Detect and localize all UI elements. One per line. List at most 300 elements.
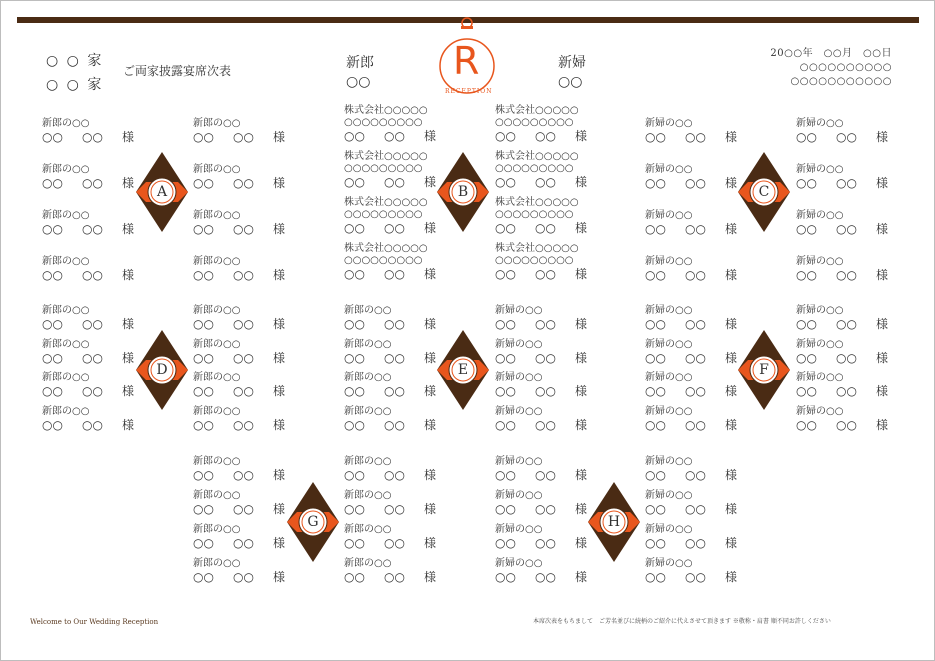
guest-entry — [344, 558, 484, 585]
guest-honorific: 様 — [122, 222, 135, 236]
guest-first-name: ○○ — [535, 502, 556, 516]
guest-last-name: ○○ — [645, 536, 666, 550]
guest-name — [796, 384, 935, 399]
guest-relation: 新婦の○○ — [645, 305, 693, 316]
guest-first-name: ○○ — [233, 418, 254, 432]
guest-name — [495, 570, 635, 585]
guest-entry — [193, 456, 333, 483]
guest-entry — [344, 197, 484, 236]
guest-relation: 新婦の○○ — [645, 256, 693, 267]
guest-name — [495, 502, 635, 517]
guest-relation: 新婦の○○ — [796, 339, 844, 350]
guest-entry — [645, 164, 785, 191]
guest-last-name: ○○ — [495, 384, 516, 398]
guest-first-name: ○○ — [384, 502, 405, 516]
guest-honorific: 様 — [575, 536, 588, 550]
table-letter: H — [607, 514, 621, 530]
guest-honorific: 様 — [876, 351, 889, 365]
guest-first-name: ○○ — [82, 130, 103, 144]
guest-last-name: ○○ — [495, 468, 516, 482]
guest-last-name: ○○ — [193, 351, 214, 365]
guest-last-name: ○○ — [344, 536, 365, 550]
guest-last-name: ○○ — [42, 268, 63, 282]
guest-last-name: ○○ — [42, 351, 63, 365]
guest-entry — [495, 243, 635, 282]
guest-honorific: 様 — [424, 384, 437, 398]
guest-last-name: ○○ — [193, 317, 214, 331]
guest-name — [42, 317, 182, 332]
guest-relation: 新郎の○○ — [42, 210, 90, 221]
guest-relation: 新婦の○○ — [645, 372, 693, 383]
guest-entry — [796, 164, 935, 191]
guest-relation: 新婦の○○ — [645, 164, 693, 175]
guest-last-name: ○○ — [42, 317, 63, 331]
guest-entry — [42, 305, 182, 332]
guest-last-name: ○○ — [42, 176, 63, 190]
guest-name — [495, 418, 635, 433]
guest-name — [193, 536, 333, 551]
guest-last-name: ○○ — [796, 130, 817, 144]
guest-first-name: ○○ — [535, 570, 556, 584]
guest-relation: 新郎の○○ — [42, 372, 90, 383]
guest-honorific: 様 — [575, 175, 588, 189]
guest-first-name: ○○ — [685, 268, 706, 282]
guest-name — [645, 418, 785, 433]
guest-relation: 株式会社○○○○○ ○○○○○○○○○ — [495, 243, 579, 266]
guest-last-name: ○○ — [344, 175, 365, 189]
guest-first-name: ○○ — [535, 175, 556, 189]
guest-first-name: ○○ — [233, 317, 254, 331]
guest-first-name: ○○ — [82, 317, 103, 331]
logo-letter: R — [453, 39, 480, 83]
guest-honorific: 様 — [122, 268, 135, 282]
guest-relation: 新婦の○○ — [645, 456, 693, 467]
guest-relation: 株式会社○○○○○ ○○○○○○○○○ — [495, 197, 579, 220]
guest-first-name: ○○ — [82, 176, 103, 190]
guest-name — [796, 268, 935, 283]
guest-name — [796, 418, 935, 433]
table-letter: B — [457, 184, 469, 200]
guest-relation: 新郎の○○ — [193, 406, 241, 417]
guest-last-name: ○○ — [495, 317, 516, 331]
guest-honorific: 様 — [273, 418, 286, 432]
guest-name — [193, 317, 333, 332]
guest-name — [42, 130, 182, 145]
guest-honorific: 様 — [725, 222, 738, 236]
guest-entry — [344, 151, 484, 190]
guest-first-name: ○○ — [685, 317, 706, 331]
guest-first-name: ○○ — [384, 267, 405, 281]
guest-last-name: ○○ — [645, 268, 666, 282]
guest-relation: 新婦の○○ — [796, 256, 844, 267]
guest-entry — [193, 210, 333, 237]
guest-relation: 新婦の○○ — [645, 406, 693, 417]
guest-entry — [344, 243, 484, 282]
guest-relation: 株式会社○○○○○ ○○○○○○○○○ — [344, 105, 428, 128]
guest-entry — [193, 339, 333, 366]
guest-entry — [42, 164, 182, 191]
guest-entry — [344, 524, 484, 551]
guest-entry — [344, 456, 484, 483]
guest-entry — [645, 256, 785, 283]
guest-last-name: ○○ — [495, 502, 516, 516]
table-letter: A — [156, 184, 168, 200]
guest-relation: 新婦の○○ — [645, 524, 693, 535]
guest-relation: 新郎の○○ — [193, 210, 241, 221]
guest-last-name: ○○ — [344, 418, 365, 432]
guest-honorific: 様 — [424, 317, 437, 331]
guest-entry — [796, 256, 935, 283]
guest-relation: 新郎の○○ — [193, 372, 241, 383]
guest-last-name: ○○ — [495, 267, 516, 281]
guest-first-name: ○○ — [233, 222, 254, 236]
guest-first-name: ○○ — [535, 351, 556, 365]
guest-entry — [42, 406, 182, 433]
guest-honorific: 様 — [424, 502, 437, 516]
venue-line-2: ○○○○○○○○○○○ — [790, 76, 892, 87]
guest-first-name: ○○ — [82, 384, 103, 398]
guest-name — [193, 570, 333, 585]
guest-honorific: 様 — [273, 176, 286, 190]
guest-relation: 新婦の○○ — [495, 339, 543, 350]
guest-honorific: 様 — [876, 317, 889, 331]
guest-honorific: 様 — [575, 468, 588, 482]
guest-first-name: ○○ — [685, 570, 706, 584]
guest-first-name: ○○ — [836, 222, 857, 236]
guest-last-name: ○○ — [344, 351, 365, 365]
guest-first-name: ○○ — [836, 130, 857, 144]
guest-name — [193, 418, 333, 433]
guest-honorific: 様 — [725, 176, 738, 190]
guest-name — [344, 502, 484, 517]
guest-entry — [645, 524, 785, 551]
guest-last-name: ○○ — [645, 502, 666, 516]
guest-entry — [344, 105, 484, 144]
guest-last-name: ○○ — [344, 384, 365, 398]
guest-first-name: ○○ — [836, 384, 857, 398]
guest-relation: 新郎の○○ — [193, 524, 241, 535]
venue-info — [730, 47, 892, 89]
venue-line-1: ○○○○○○○○○○ — [799, 62, 892, 73]
guest-first-name: ○○ — [233, 384, 254, 398]
guest-first-name: ○○ — [82, 351, 103, 365]
guest-honorific: 様 — [122, 418, 135, 432]
guest-first-name: ○○ — [685, 418, 706, 432]
guest-last-name: ○○ — [645, 317, 666, 331]
guest-entry — [495, 558, 635, 585]
guest-entry — [344, 490, 484, 517]
guest-honorific: 様 — [273, 468, 286, 482]
guest-honorific: 様 — [273, 222, 286, 236]
guest-name — [344, 536, 484, 551]
guest-relation: 新郎の○○ — [344, 372, 392, 383]
guest-first-name: ○○ — [233, 130, 254, 144]
guest-last-name: ○○ — [495, 536, 516, 550]
guest-name — [796, 130, 935, 145]
guest-entry — [42, 118, 182, 145]
guest-first-name: ○○ — [836, 418, 857, 432]
table-letter: F — [759, 362, 769, 378]
guest-relation: 新婦の○○ — [645, 490, 693, 501]
guest-honorific: 様 — [876, 384, 889, 398]
guest-relation: 新婦の○○ — [495, 558, 543, 569]
guest-relation: 新郎の○○ — [344, 490, 392, 501]
guest-name — [344, 418, 484, 433]
groom-label: 新郎 — [346, 55, 374, 71]
guest-first-name: ○○ — [233, 570, 254, 584]
guest-name — [645, 384, 785, 399]
guest-name — [645, 176, 785, 191]
guest-first-name: ○○ — [82, 268, 103, 282]
guest-last-name: ○○ — [344, 570, 365, 584]
guest-relation: 新郎の○○ — [193, 339, 241, 350]
guest-name — [193, 502, 333, 517]
guest-honorific: 様 — [725, 536, 738, 550]
guest-first-name: ○○ — [535, 384, 556, 398]
guest-relation: 新郎の○○ — [193, 456, 241, 467]
guest-first-name: ○○ — [836, 317, 857, 331]
guest-relation: 新婦の○○ — [495, 305, 543, 316]
guest-last-name: ○○ — [42, 418, 63, 432]
logo-text: RECEPTION — [445, 88, 493, 95]
guest-name — [344, 221, 484, 236]
guest-first-name: ○○ — [685, 502, 706, 516]
guest-relation: 新郎の○○ — [344, 305, 392, 316]
table-letter: C — [758, 184, 770, 200]
guest-relation: 新郎の○○ — [42, 256, 90, 267]
guest-name — [344, 384, 484, 399]
guest-name — [42, 418, 182, 433]
guest-entry — [193, 490, 333, 517]
guest-name — [645, 570, 785, 585]
guest-honorific: 様 — [424, 221, 437, 235]
guest-name — [193, 268, 333, 283]
guest-honorific: 様 — [273, 536, 286, 550]
guest-name — [796, 176, 935, 191]
guest-relation: 新郎の○○ — [193, 164, 241, 175]
guest-honorific: 様 — [424, 129, 437, 143]
guest-honorific: 様 — [575, 570, 588, 584]
guest-name — [193, 351, 333, 366]
guest-last-name: ○○ — [42, 222, 63, 236]
guest-name — [344, 129, 484, 144]
guest-relation: 新郎の○○ — [42, 118, 90, 129]
guest-honorific: 様 — [122, 176, 135, 190]
guest-relation: 新婦の○○ — [495, 456, 543, 467]
family-left: ○ ○ 家 — [46, 53, 104, 69]
guest-last-name: ○○ — [193, 536, 214, 550]
guest-first-name: ○○ — [685, 176, 706, 190]
guest-last-name: ○○ — [645, 384, 666, 398]
guest-honorific: 様 — [725, 268, 738, 282]
guest-relation: 新婦の○○ — [495, 524, 543, 535]
guest-relation: 新婦の○○ — [495, 372, 543, 383]
guest-last-name: ○○ — [193, 570, 214, 584]
guest-honorific: 様 — [575, 221, 588, 235]
guest-first-name: ○○ — [384, 536, 405, 550]
guest-relation: 株式会社○○○○○ ○○○○○○○○○ — [495, 151, 579, 174]
guest-name — [645, 222, 785, 237]
guest-name — [344, 351, 484, 366]
guest-name — [193, 176, 333, 191]
guest-honorific: 様 — [424, 351, 437, 365]
guest-honorific: 様 — [273, 268, 286, 282]
guest-entry — [344, 339, 484, 366]
guest-name — [42, 222, 182, 237]
guest-honorific: 様 — [575, 267, 588, 281]
guest-name — [645, 317, 785, 332]
guest-last-name: ○○ — [344, 468, 365, 482]
guest-entry — [42, 339, 182, 366]
guest-relation: 新郎の○○ — [344, 558, 392, 569]
guest-relation: 新郎の○○ — [193, 256, 241, 267]
guest-honorific: 様 — [876, 176, 889, 190]
guest-first-name: ○○ — [384, 129, 405, 143]
guest-relation: 新郎の○○ — [344, 339, 392, 350]
guest-entry — [645, 210, 785, 237]
guest-first-name: ○○ — [836, 268, 857, 282]
guest-honorific: 様 — [725, 570, 738, 584]
guest-first-name: ○○ — [82, 222, 103, 236]
guest-honorific: 様 — [575, 351, 588, 365]
guest-name — [645, 268, 785, 283]
guest-honorific: 様 — [122, 384, 135, 398]
guest-relation: 新郎の○○ — [193, 118, 241, 129]
guest-name — [645, 468, 785, 483]
bride-name: ○○ — [558, 74, 583, 90]
guest-first-name: ○○ — [685, 222, 706, 236]
guest-first-name: ○○ — [685, 536, 706, 550]
guest-honorific: 様 — [424, 468, 437, 482]
event-date: 20○○年 ○○月 ○○日 — [770, 48, 892, 59]
guest-name — [344, 267, 484, 282]
guest-last-name: ○○ — [344, 502, 365, 516]
guest-first-name: ○○ — [685, 468, 706, 482]
guest-relation: 新婦の○○ — [495, 490, 543, 501]
guest-first-name: ○○ — [384, 384, 405, 398]
guest-last-name: ○○ — [796, 176, 817, 190]
guest-honorific: 様 — [725, 468, 738, 482]
guest-last-name: ○○ — [645, 570, 666, 584]
guest-first-name: ○○ — [384, 175, 405, 189]
guest-relation: 新郎の○○ — [42, 339, 90, 350]
guest-first-name: ○○ — [384, 570, 405, 584]
guest-entry — [645, 490, 785, 517]
guest-entry — [645, 339, 785, 366]
guest-last-name: ○○ — [344, 317, 365, 331]
guest-last-name: ○○ — [796, 222, 817, 236]
guest-last-name: ○○ — [495, 570, 516, 584]
guest-last-name: ○○ — [796, 268, 817, 282]
guest-relation: 新郎の○○ — [42, 305, 90, 316]
guest-relation: 新婦の○○ — [645, 339, 693, 350]
guest-relation: 新婦の○○ — [796, 210, 844, 221]
guest-first-name: ○○ — [384, 468, 405, 482]
guest-entry — [796, 372, 935, 399]
guest-entry — [495, 105, 635, 144]
guest-name — [495, 351, 635, 366]
guest-last-name: ○○ — [193, 418, 214, 432]
guest-first-name: ○○ — [836, 176, 857, 190]
guest-entry — [495, 456, 635, 483]
guest-honorific: 様 — [122, 351, 135, 365]
guest-relation: 新婦の○○ — [495, 406, 543, 417]
guest-name — [495, 536, 635, 551]
guest-name — [42, 176, 182, 191]
guest-relation: 株式会社○○○○○ ○○○○○○○○○ — [495, 105, 579, 128]
guest-entry — [645, 305, 785, 332]
guest-relation: 新婦の○○ — [645, 118, 693, 129]
guest-name — [495, 317, 635, 332]
guest-name — [495, 267, 635, 282]
guest-last-name: ○○ — [796, 384, 817, 398]
guest-honorific: 様 — [876, 268, 889, 282]
guest-relation: 株式会社○○○○○ ○○○○○○○○○ — [344, 197, 428, 220]
guest-entry — [495, 197, 635, 236]
guest-first-name: ○○ — [233, 536, 254, 550]
guest-entry — [193, 305, 333, 332]
guest-last-name: ○○ — [495, 129, 516, 143]
guest-name — [495, 221, 635, 236]
guest-last-name: ○○ — [193, 468, 214, 482]
guest-name — [645, 351, 785, 366]
reception-logo — [437, 14, 497, 98]
guest-first-name: ○○ — [535, 536, 556, 550]
guest-name — [193, 468, 333, 483]
guest-name — [645, 130, 785, 145]
guest-last-name: ○○ — [645, 176, 666, 190]
guest-honorific: 様 — [725, 130, 738, 144]
footer-welcome: Welcome to Our Wedding Reception — [30, 618, 159, 626]
guest-relation: 株式会社○○○○○ ○○○○○○○○○ — [344, 243, 428, 266]
guest-first-name: ○○ — [233, 351, 254, 365]
guest-entry — [796, 406, 935, 433]
guest-relation: 新郎の○○ — [344, 406, 392, 417]
guest-last-name: ○○ — [796, 418, 817, 432]
guest-honorific: 様 — [273, 351, 286, 365]
guest-honorific: 様 — [725, 351, 738, 365]
guest-name — [344, 570, 484, 585]
guest-last-name: ○○ — [193, 502, 214, 516]
guest-entry — [495, 524, 635, 551]
guest-entry — [495, 372, 635, 399]
guest-last-name: ○○ — [645, 418, 666, 432]
guest-last-name: ○○ — [645, 222, 666, 236]
guest-honorific: 様 — [575, 317, 588, 331]
guest-first-name: ○○ — [535, 418, 556, 432]
guest-name — [495, 384, 635, 399]
guest-relation: 新婦の○○ — [645, 558, 693, 569]
guest-last-name: ○○ — [344, 267, 365, 281]
guest-honorific: 様 — [876, 418, 889, 432]
guest-last-name: ○○ — [645, 468, 666, 482]
guest-honorific: 様 — [725, 418, 738, 432]
guest-last-name: ○○ — [495, 221, 516, 235]
guest-honorific: 様 — [273, 570, 286, 584]
guest-first-name: ○○ — [384, 418, 405, 432]
guest-last-name: ○○ — [193, 130, 214, 144]
table-letter: E — [457, 362, 469, 378]
guest-name — [796, 222, 935, 237]
guest-name — [796, 351, 935, 366]
table-letter: G — [307, 514, 319, 530]
guest-entry — [193, 256, 333, 283]
guest-relation: 新婦の○○ — [645, 210, 693, 221]
guest-honorific: 様 — [575, 129, 588, 143]
guest-relation: 株式会社○○○○○ ○○○○○○○○○ — [344, 151, 428, 174]
guest-entry — [495, 490, 635, 517]
guest-name — [645, 536, 785, 551]
